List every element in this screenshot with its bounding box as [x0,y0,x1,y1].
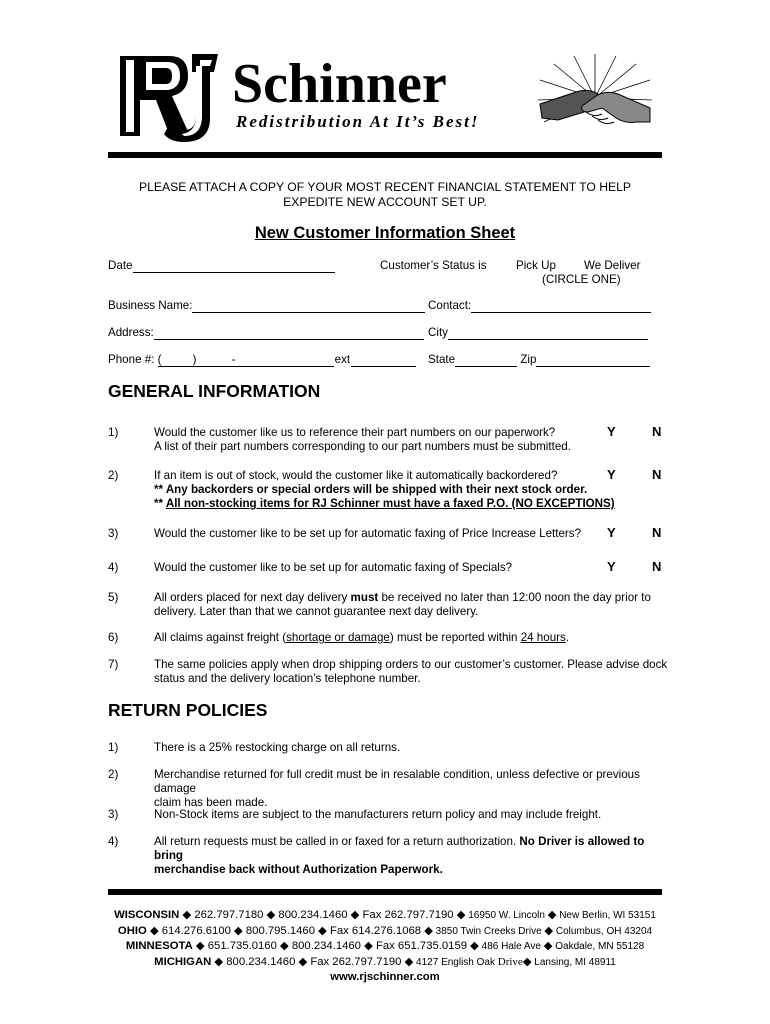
q7-line-1: The same policies apply when drop shipping orders to our customer’s customer. Please advise dock [154,658,668,671]
bullet-icon: ◆ [298,955,308,968]
city-label: City [428,326,448,339]
wi-toll-free: 800.234.1460 [275,909,351,921]
rj-logo-icon [118,50,222,146]
wi-fax: Fax 262.797.7190 [359,909,457,921]
q1-no[interactable]: N [652,424,662,439]
r2-line-2: claim has been made. [154,796,268,809]
wi-address: 16950 W. Lincoln [465,910,548,921]
bullet-icon: ◆ [544,924,554,937]
status-pickup[interactable]: Pick Up [516,259,556,272]
bullet-icon: ◆ [470,940,479,952]
bullet-icon: ◆ [182,909,192,921]
phone-label: Phone #: [108,353,155,366]
q1-number: 1) [108,426,119,439]
q6-part-a: All claims against freight ( [154,631,287,644]
phone-line[interactable] [158,354,416,367]
q5-part-a: All orders placed for next day delivery [154,591,351,604]
r4-line-2: merchandise back without Authorization Paperwork. [154,863,443,876]
bullet-icon: ◆ [350,909,360,921]
wi-state: WISCONSIN [114,909,180,921]
state-label: State [428,353,456,366]
q2-line-3-prefix: ** [154,497,166,510]
q6-period: . [565,631,570,644]
city-line[interactable] [448,327,648,340]
bullet-icon: ◆ [214,955,224,968]
status-label: Customer’s Status is [380,259,487,272]
mn-fax: Fax 651.735.0159 [372,940,471,952]
q4-yes[interactable]: Y [607,559,616,574]
q4-number: 4) [108,561,119,574]
notice-line-2: EXPEDITE NEW ACCOUNT SET UP. [283,195,487,209]
oh-toll-free: 800.795.1460 [242,924,319,937]
handshake-icon [536,52,654,144]
business-name-field[interactable] [108,299,425,313]
bullet-icon: ◆ [266,909,276,921]
address-field[interactable] [108,326,424,340]
r4-part-a: All return requests must be called in or faxed for a return authorization. [154,835,520,848]
q2-line-3: All non-stocking items for RJ Schinner must have a faxed P.O. (NO EXCEPTIONS) [165,497,615,510]
general-info-heading: GENERAL INFORMATION [108,381,321,401]
q3-number: 3) [108,527,119,540]
q1-text [154,426,674,454]
q6-part-b: ) must be reported within [389,631,521,644]
q7-text [154,658,674,686]
r4-text [154,835,674,877]
phone-paren-close: ) [192,353,197,366]
footer-michigan [80,955,690,971]
q6-hours: 24 hours [520,631,566,644]
mn-state: MINNESOTA [125,940,193,952]
q3-text: Would the customer like to be set up for automatic faxing of Price Increase Letters? [154,527,582,540]
footer-wisconsin [80,908,690,924]
q5-must: must [350,591,379,604]
date-field[interactable] [108,259,335,273]
q2-no[interactable]: N [652,467,662,482]
zip-label: Zip [520,353,537,366]
address-line[interactable] [154,327,424,340]
q6-text [154,631,674,645]
phone-field[interactable] [108,353,416,367]
q5-part-b: be received no later than 12:00 noon the day prior to [378,591,651,604]
status-deliver[interactable]: We Deliver [584,259,641,272]
r3-number: 3) [108,808,119,821]
q2-text [154,469,674,511]
oh-city: Columbus, OH 43204 [553,925,653,937]
q2-line-2: ** Any backorders or special orders will be shipped with their next stock order. [154,483,588,496]
address-label: Address: [108,326,154,339]
q1-yes[interactable]: Y [607,424,616,439]
contact-line[interactable] [471,300,651,313]
business-name-label: Business Name: [108,299,193,312]
mi-city: Lansing, MI 48911 [531,956,616,968]
q2-line-1: If an item is out of stock, would the customer like it automatically backordered? [154,469,558,482]
q3-no[interactable]: N [652,525,662,540]
bullet-icon: ◆ [424,924,433,937]
r2-line-1: Merchandise returned for full credit must be in resalable condition, unless defective or previous damage [154,768,640,795]
bullet-icon: ◆ [522,955,532,968]
date-line[interactable] [133,260,335,273]
r1-text: There is a 25% restocking charge on all returns. [154,741,401,754]
r1-number: 1) [108,741,119,754]
city-field[interactable] [428,326,648,340]
ext-label: ext [334,353,351,366]
footer-minnesota [80,939,690,955]
oh-phone: 614.276.6100 [158,924,235,937]
bullet-icon: ◆ [234,924,243,937]
website-link[interactable]: www.rjschinner.com [330,971,440,983]
footer-contacts [80,908,690,986]
phone-dash: - [231,353,236,366]
date-label: Date [108,259,133,272]
bullet-icon: ◆ [364,940,373,952]
q6-number: 6) [108,631,119,644]
q5-line-2: delivery. Later than that we cannot guarantee next day delivery. [154,605,479,618]
bullet-icon: ◆ [318,924,327,937]
r4-part-b: No Driver is allowed to bring [154,835,645,862]
q7-number: 7) [108,658,119,671]
bullet-icon: ◆ [456,909,466,921]
q7-line-2: status and the delivery location’s telephone number. [154,672,421,685]
zip-line[interactable] [536,354,650,367]
circle-one-note: (CIRCLE ONE) [542,273,621,286]
q4-text: Would the customer like to be set up for automatic faxing of Specials? [154,561,513,574]
q4-no[interactable]: N [652,559,662,574]
wi-phone: 262.797.7180 [191,909,267,921]
contact-label: Contact: [428,299,472,312]
oh-state: OHIO [117,924,147,937]
mn-phone: 651.735.0160 [204,940,281,952]
q2-yes[interactable]: Y [607,467,616,482]
header-divider [108,152,662,158]
brand-tagline: Redistribution At It’s Best! [236,112,480,131]
phone-paren-open: ( [157,353,162,366]
oh-fax: Fax 614.276.1068 [326,924,425,937]
r3-text: Non-Stock items are subject to the manufacturers return policy and may include freight. [154,808,602,821]
bullet-icon: ◆ [404,955,414,968]
mn-toll-free: 800.234.1460 [288,940,365,952]
q1-line-2: A list of their part numbers corresponding to our part numbers must be submitted. [154,440,571,453]
footer-ohio [80,924,690,940]
r2-text [154,768,674,810]
state-field[interactable] [428,353,650,367]
r4-number: 4) [108,835,119,848]
return-policies-heading: RETURN POLICIES [108,700,268,720]
oh-address: 3850 Twin Creeks Drive [432,925,545,937]
mi-address-drive: Drive [497,955,523,968]
mi-toll-free: 800.234.1460 [223,955,299,968]
mi-fax: Fax 262.797.7190 [307,955,405,968]
page-title: New Customer Information Sheet [254,224,516,242]
q6-shortage: shortage or damage [286,631,390,644]
wi-city: New Berlin, WI 53151 [556,910,656,921]
bullet-icon: ◆ [280,940,289,952]
notice-line-1: PLEASE ATTACH A COPY OF YOUR MOST RECENT FINANCIAL STATEMENT TO HELP [138,180,632,194]
q5-number: 5) [108,591,119,604]
r2-number: 2) [108,768,119,781]
state-line[interactable] [455,354,517,367]
contact-field[interactable] [428,299,651,313]
bullet-icon: ◆ [195,940,205,952]
bullet-icon: ◆ [149,924,159,937]
brand-name: Schinner [232,53,447,115]
q5-text [154,591,674,619]
mn-address: 486 Hale Ave [478,941,544,952]
mi-state: MICHIGAN [154,955,212,968]
q2-number: 2) [108,469,119,482]
financial-notice [108,180,662,210]
bullet-icon: ◆ [543,940,553,952]
q1-line-1: Would the customer like us to reference their part numbers on our paperwork? [154,426,556,439]
mn-city: Oakdale, MN 55128 [552,941,645,952]
bullet-icon: ◆ [547,909,557,921]
footer-divider [108,889,662,895]
business-name-line[interactable] [192,300,425,313]
mi-address: 4127 English Oak [413,956,498,968]
q3-yes[interactable]: Y [607,525,616,540]
